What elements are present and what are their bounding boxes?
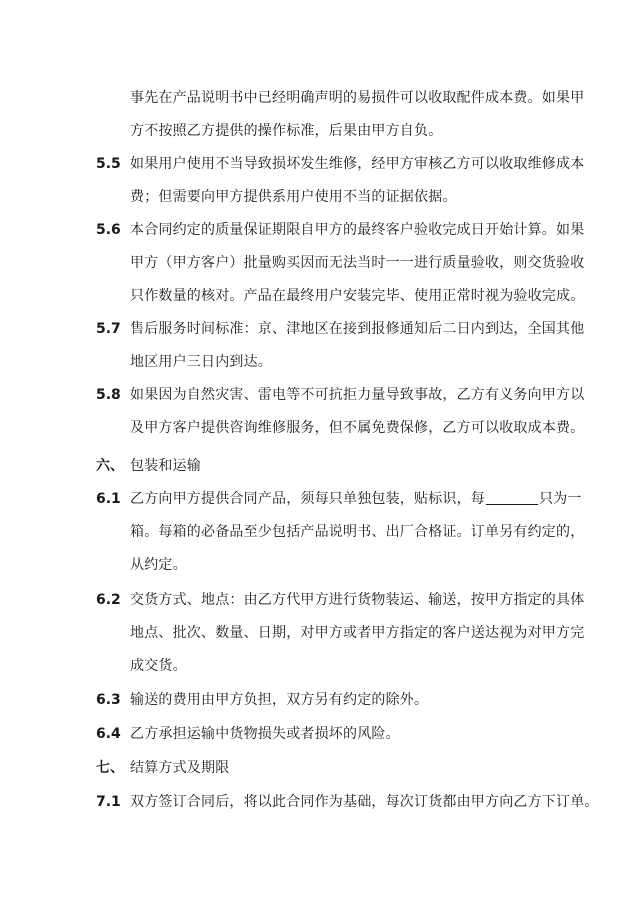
clause-number: 6.2 (96, 592, 121, 608)
paragraph-line: 方不按照乙方提供的操作标准，后果由甲方自负。 (130, 123, 443, 139)
section-heading: 结算方式及期限 (130, 760, 230, 776)
paragraph-line: 本合同约定的质量保证期限自甲方的最终客户验收完成日开始计算。如果 (130, 222, 585, 238)
clause-number: 5.6 (96, 222, 121, 238)
paragraph-line: 交货方式、地点：由乙方代甲方进行货物装运、输送，按甲方指定的具体 (130, 592, 585, 608)
paragraph-line: 箱。每箱的必备品至少包括产品说明书、出厂合格证。订单另有约定的， (130, 524, 585, 540)
paragraph-line: 如果用户使用不当导致损坏发生维修，经甲方审核乙方可以收取维修成本 (130, 156, 585, 172)
paragraph-line: 售后服务时间标准：京、津地区在接到报修通知后二日内到达，全国其他 (130, 321, 585, 337)
clause-number: 5.5 (96, 156, 121, 172)
paragraph-line: 费；但需要向甲方提供系用户使用不当的证据依据。 (130, 189, 457, 205)
paragraph-line: 地点、批次、数量、日期，对甲方或者甲方指定的客户送达视为对甲方完 (130, 625, 585, 641)
paragraph-line: 只作数量的核对。产品在最终用户安装完毕、使用正常时视为验收完成。 (130, 288, 585, 304)
clause-number: 7.1 (96, 794, 121, 810)
paragraph-line: 地区用户三日内到达。 (130, 354, 272, 370)
clause-number: 6.1 (96, 491, 121, 507)
section-number: 七、 (96, 760, 124, 776)
paragraph-line: 从约定。 (130, 557, 187, 573)
clause-number: 5.7 (96, 321, 121, 337)
paragraph-line: 成交货。 (130, 658, 187, 674)
paragraph-line: 甲方（甲方客户）批量购买因而无法当时一一进行质量验收，则交货验收 (130, 255, 585, 271)
paragraph-line: 乙方承担运输中货物损失或者损坏的风险。 (130, 726, 400, 742)
paragraph-line (130, 489, 582, 509)
paragraph-text: 只为一 (539, 491, 582, 507)
paragraph-line: 双方签订合同后，将以此合同作为基础，每次订货都由甲方向乙方下订单。 (130, 794, 599, 810)
section-heading: 包装和运输 (130, 458, 201, 474)
paragraph-line: 事先在产品说明书中已经明确声明的易损件可以收取配件成本费。如果甲 (130, 90, 585, 106)
paragraph-text: 乙方向甲方提供合同产品，须每只单独包装，贴标识，每 (130, 491, 485, 507)
clause-number: 5.8 (96, 387, 121, 403)
fill-blank[interactable] (486, 490, 538, 505)
paragraph-line: 及甲方客户提供咨询维修服务，但不属免费保修，乙方可以收取成本费。 (130, 420, 585, 436)
clause-number: 6.4 (96, 726, 121, 742)
paragraph-line: 如果因为自然灾害、雷电等不可抗拒力量导致事故，乙方有义务向甲方以 (130, 387, 585, 403)
paragraph-line: 输送的费用由甲方负担，双方另有约定的除外。 (130, 692, 429, 708)
clause-number: 6.3 (96, 692, 121, 708)
section-number: 六、 (96, 458, 124, 474)
